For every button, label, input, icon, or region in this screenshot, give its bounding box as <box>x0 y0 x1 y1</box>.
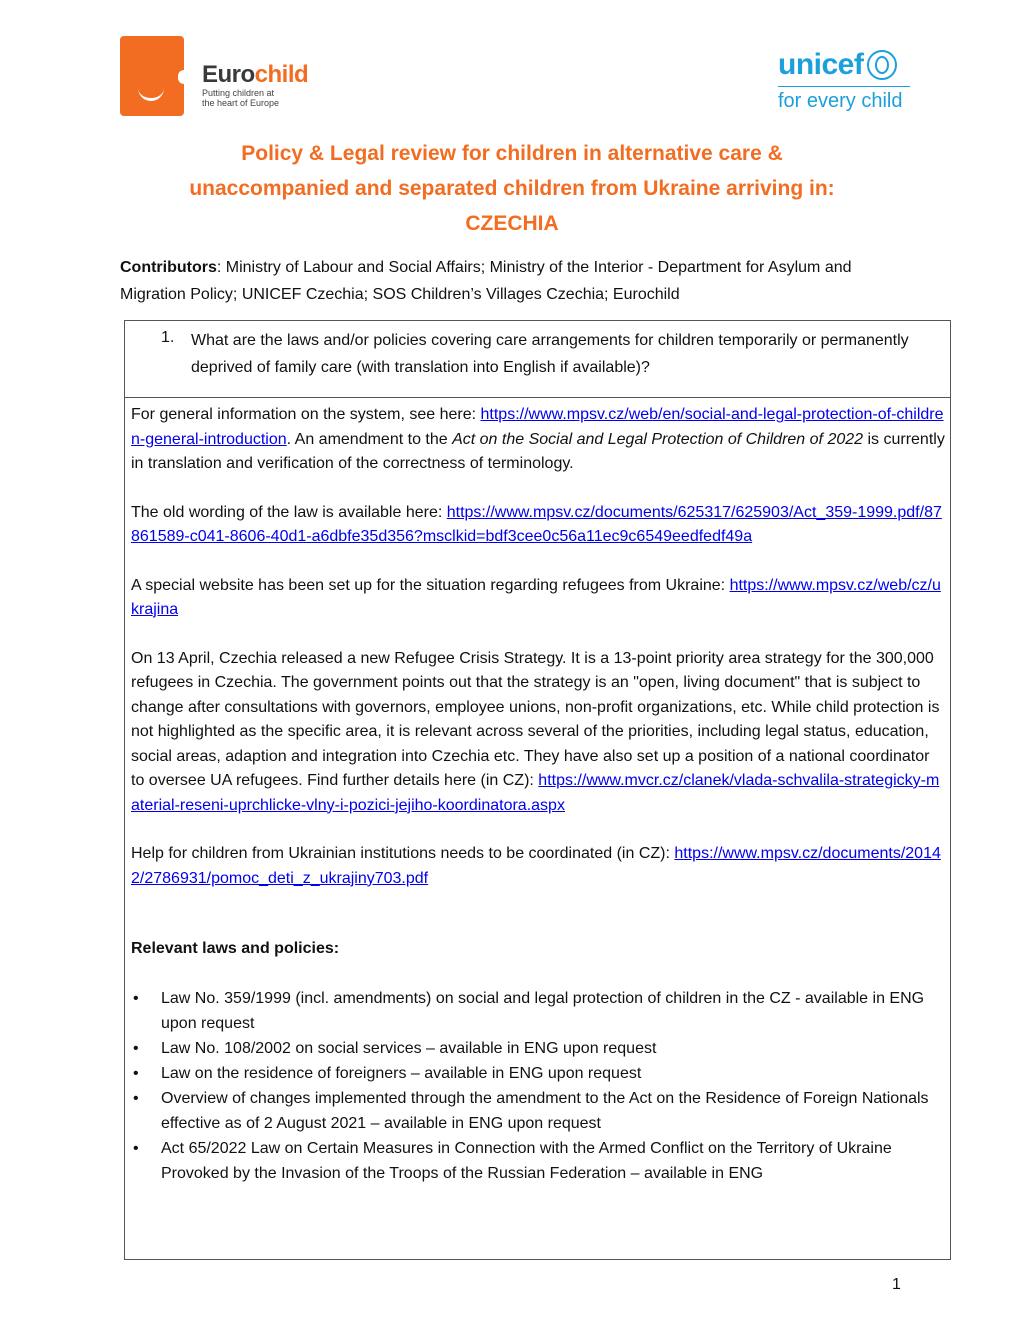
unicef-logo <box>778 48 918 113</box>
link-mvcr-strategy[interactable]: https://www.mvcr.cz/clanek/vlada-schvalila-strategicky-material-reseni-uprchlicke-vlny-i-pozici-jejiho-koordinatora.aspx <box>131 772 940 814</box>
link-pomoc-deti[interactable]: https://www.mpsv.cz/documents/20142/2786931/pomoc_deti_z_ukrajiny703.pdf <box>131 845 941 887</box>
paragraph-old-law: The old wording of the law is available here: https://www.mpsv.cz/documents/625317/625903/Act_359-1999.pdf/87861589-c041-8606-40d1-a6dbfe35d356?msclkid=bdf3cee0c56a11ec9c6549eedfedf49a <box>131 503 942 545</box>
contributors-label: Contributors <box>120 259 217 276</box>
eurochild-wordmark: Eurochild <box>202 61 309 88</box>
list-item: • Law No. 108/2002 on social services – available in ENG upon request <box>131 1036 947 1061</box>
relevant-laws-heading: Relevant laws and policies: <box>131 940 340 957</box>
bullet-icon: • <box>133 1064 139 1082</box>
link-mpsv-general[interactable]: https://www.mpsv.cz/web/en/social-and-legal-protection-of-children-general-introduction <box>131 406 944 448</box>
question-row <box>125 321 950 398</box>
relevant-laws-list <box>131 986 947 1186</box>
list-item: • Act 65/2022 Law on Certain Measures in Connection with the Armed Conflict on the Territory of Ukraine Provoked by the Invasion of the Troops of the Russian Federation – available in ENG <box>131 1136 947 1186</box>
paragraph-general-info: For general information on the system, see here: https://www.mpsv.cz/web/en/social-and-legal-protection-of-children-general-introduction. An amendment to the Act on the Social and Legal Protection of Children of 2022 is currently in translation and verification of the correctness of terminology. <box>131 406 945 472</box>
question-text: What are the laws and/or policies covering care arrangements for children temporarily or permanently deprived of family care (with translation into English if available)? <box>191 332 909 376</box>
question-number: 1. <box>161 329 175 346</box>
list-item: • Law on the residence of foreigners – available in ENG upon request <box>131 1061 947 1086</box>
link-ukrajina[interactable]: https://www.mpsv.cz/web/cz/ukrajina <box>131 576 941 618</box>
paragraph-strategy: On 13 April, Czechia released a new Refugee Crisis Strategy. It is a 13-point priority area strategy for the 300,000 refugees in Czechia. The government points out that the strategy is an "open, living document" that is subject to change after consultations with governors, employee unions, non-profit organizations, etc. While child protection is not highlighted as the specific area, it is relevant across several of the priorities, including legal status, education, social areas, adaption and integration into Czechia etc. They have also set up a position of a national coordinator to oversee UA refugees. Find further details here (in CZ): https://www.mvcr.cz/clanek/vlada-schvalila-strategicky-material-reseni-uprchlicke-vlny-i-pozici-jejiho-koordinatora.aspx <box>131 649 940 814</box>
bullet-icon: • <box>133 1039 139 1057</box>
page-number: 1 <box>892 1276 901 1293</box>
link-act-359-1999[interactable]: https://www.mpsv.cz/documents/625317/625903/Act_359-1999.pdf/87861589-c041-8606-40d1-a6dbfe35d356?msclkid=bdf3cee0c56a11ec9c6549eedfedf49a <box>131 503 942 545</box>
document-title: Policy & Legal review for children in alternative care & unaccompanied and separated children from Ukraine arriving in: CZECHIA <box>189 142 835 235</box>
bullet-icon: • <box>133 1089 139 1107</box>
eurochild-logo-mark <box>120 36 184 116</box>
paragraph-refugee-website: A special website has been set up for the situation regarding refugees from Ukraine: https://www.mpsv.cz/web/cz/ukrajina <box>131 576 941 618</box>
answer-content <box>131 403 947 1186</box>
eurochild-logo <box>120 36 308 116</box>
bullet-icon: • <box>133 989 139 1007</box>
list-item: • Overview of changes implemented through the amendment to the Act on the Residence of Foreign Nationals effective as of 2 August 2021 – available in ENG upon request <box>131 1086 947 1136</box>
contributors <box>120 254 920 308</box>
globe-icon <box>867 50 897 80</box>
unicef-tagline: for every child <box>778 90 903 112</box>
eurochild-tagline: Putting children at the heart of Europe <box>202 88 280 108</box>
question-table <box>124 320 951 1260</box>
contributors-text: : Ministry of Labour and Social Affairs; Ministry of the Interior - Department for Asylum and Migration Policy; UNICEF Czechia; SOS Children’s Villages Czechia; Eurochild <box>120 259 852 303</box>
list-item: • Law No. 359/1999 (incl. amendments) on social and legal protection of children in the CZ - available in ENG upon request <box>131 986 947 1036</box>
unicef-wordmark: unicef <box>778 48 864 81</box>
bullet-icon: • <box>133 1139 139 1157</box>
paragraph-help-children: Help for children from Ukrainian institutions needs to be coordinated (in CZ): https://www.mpsv.cz/documents/20142/2786931/pomoc_deti_z_ukrajiny703.pdf <box>131 845 941 887</box>
